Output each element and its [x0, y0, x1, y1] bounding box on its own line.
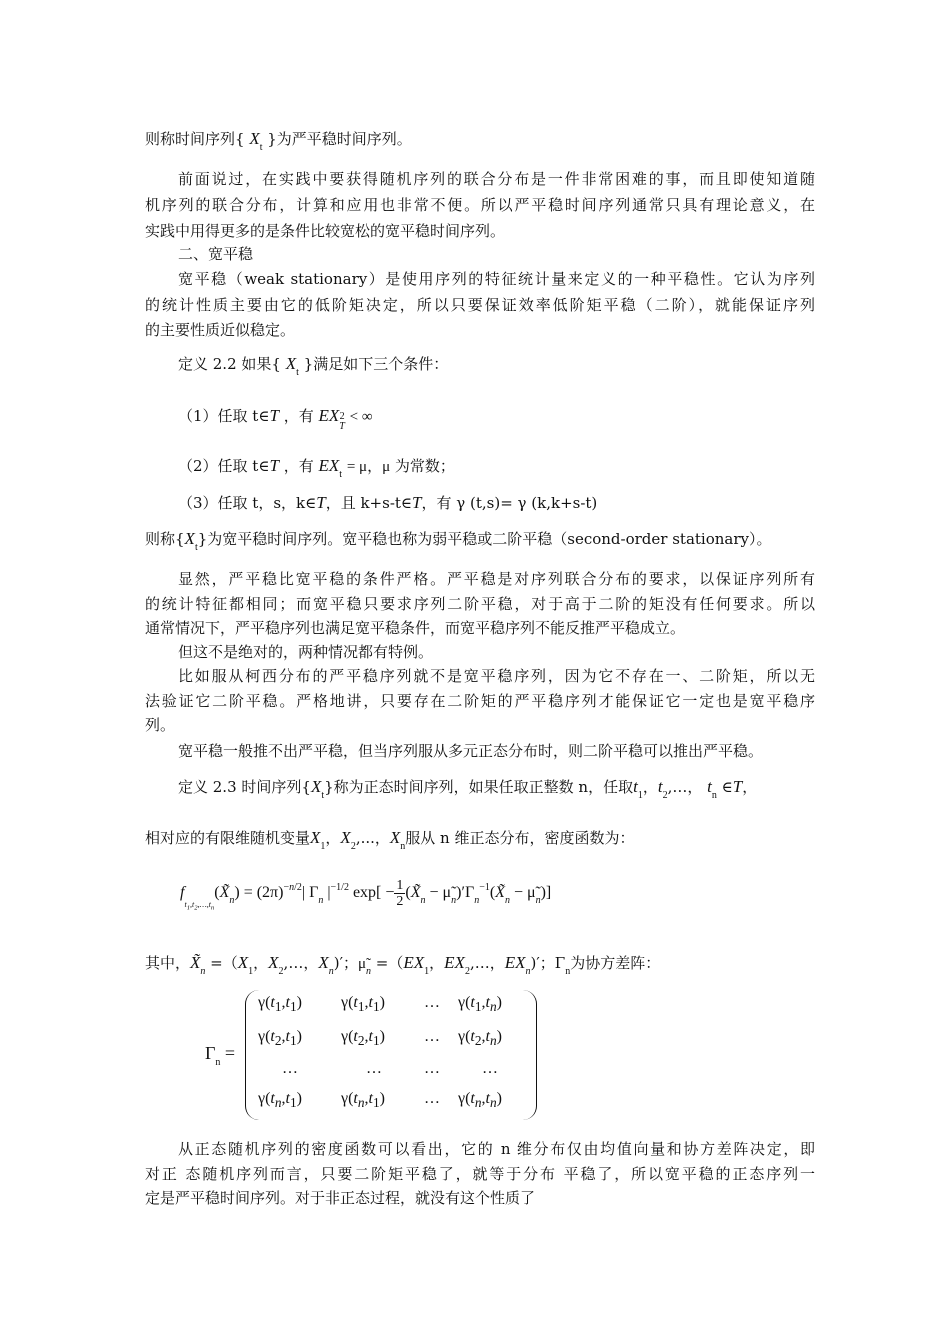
matrix-cell: …: [366, 1060, 382, 1077]
where-text: 为协方差阵：: [570, 954, 661, 972]
covariance-matrix: [245, 990, 537, 1120]
definition-2-2: 定义 2.2 如果{ $X_t$ }满足如下三个条件：: [178, 354, 449, 378]
paragraph-line: 前面说过，在实践中要获得随机序列的联合分布是一件非常困难的事，而且即使知道随: [178, 170, 815, 188]
weak-stationary-conclusion: 则称$\{X_t\}$为宽平稳时间序列。宽平稳也称为弱平稳或二阶平稳（second-order stationary）。: [145, 529, 772, 553]
matrix-cell: …: [282, 1060, 298, 1077]
where-text: 其中，: [145, 954, 191, 972]
paragraph-line: 的主要性质近似稳定。: [145, 321, 296, 339]
matrix-cell: $\gamma(t_1,t_1)$: [258, 994, 302, 1015]
paragraph-line: 显然，严平稳比宽平稳的条件严格。严平稳是对序列联合分布的要求，以保证序列所有: [178, 570, 815, 588]
conclusion-text: }为宽平稳时间序列。宽平稳也称为弱平稳或二阶平稳（second-order stationary）。: [197, 530, 772, 548]
matrix-cell: $\gamma(t_1,t_n)$: [458, 994, 502, 1015]
condition-text: ，且 k+s-t∈: [325, 494, 413, 512]
matrix-cell: …: [424, 1060, 440, 1077]
condition-text: （2）任取 t∈: [178, 457, 270, 475]
definition-2-3: 定义 2.3 时间序列$\{X_t\}$称为正态时间序列，如果任取正整数 n，任取$t_1$，$t_2,\dots$， $t_n$ ∈T，: [178, 777, 758, 801]
paragraph-line: 宽平稳（weak stationary）是使用序列的特征统计量来定义的一种平稳性。它认为序列: [178, 270, 815, 288]
paragraph-line: 实践中用得更多的是条件比较宽松的宽平稳时间序列。: [145, 222, 506, 240]
condition-text: （1）任取 t∈: [178, 407, 270, 425]
definition-text: 定义 2.3 时间序列{: [178, 778, 311, 796]
definition-text: 相对应的有限维随机变量: [145, 829, 311, 847]
condition-1: （1）任取 t∈T ，有 EX 2 T < ∞: [178, 406, 373, 432]
definition-text: 定义 2.2 如果{: [178, 355, 281, 373]
section-heading: 二、宽平稳: [178, 245, 254, 263]
condition-2: （2）任取 t∈T ，有 $EX_t = \mu$，μ 为常数；: [178, 456, 455, 480]
paragraph-line: 通常情况下，严平稳序列也满足宽平稳条件，而宽平稳序列不能反推严平稳成立。: [145, 619, 686, 637]
condition-text: （3）任取 t，s，k∈: [178, 494, 317, 512]
matrix-cell: $\gamma(t_2,t_n)$: [458, 1028, 502, 1049]
definition-text: }满足如下三个条件：: [303, 355, 449, 373]
definition-text: }称为正态时间序列，如果任取正整数 n，任取: [324, 778, 634, 796]
paragraph-line: 列。: [145, 716, 176, 734]
paragraph-line: 对正 态随机序列而言，只要二阶矩平稳了，就等于分布 平稳了，所以宽平稳的正态序列一: [145, 1165, 815, 1183]
condition-text: ，有: [283, 407, 314, 425]
where-clause: 其中，$X̃_n =(X_1$，$X_2,\dots$，$X_n)'$；$\mũ_n =(EX_1$，$EX_2,\dots$，$EX_n)'$；$\Gamma_n$为协方差阵：: [145, 953, 661, 977]
paragraph-line: 但这不是绝对的，两种情况都有特例。: [178, 643, 434, 661]
conclusion-text: 则称{: [145, 530, 185, 548]
paragraph-strict-conclusion: 则称时间序列{ $X_t$ }为严平稳时间序列。: [145, 129, 412, 153]
definition-2-3-cont: 相对应的有限维随机变量$X_1$，$X_2$,...，$X_n$服从 n 维正态分布，密度函数为：: [145, 828, 635, 852]
paragraph-line: 从正态随机序列的密度函数可以看出，它的 n 维分布仅由均值向量和协方差阵决定，即: [178, 1140, 815, 1158]
gamma-n-label: $\Gamma_n$ =: [205, 1043, 236, 1068]
paragraph-line: 机序列的联合分布，计算和应用也非常不便。所以严平稳时间序列通常只具有理论意义，在: [145, 196, 815, 214]
paragraph-line: 法验证它二阶平稳。严格地讲，只要存在二阶矩的严平稳序列才能保证它一定也是宽平稳序: [145, 692, 815, 710]
paragraph-line: 宽平稳一般推不出严平稳，但当序列服从多元正态分布时，则二阶平稳可以推出严平稳。: [178, 742, 764, 760]
matrix-cell: $\gamma(t_1,t_1)$: [341, 994, 385, 1015]
matrix-cell: $\gamma(t_n,t_1)$: [341, 1090, 385, 1111]
paragraph-line: 定是严平稳时间序列。对于非正态过程，就没有这个性质了: [145, 1189, 536, 1207]
matrix-cell: …: [424, 1028, 440, 1045]
paragraph-line: 的统计特征都相同；而宽平稳只要求序列二阶平稳，对于高于二阶的矩没有任何要求。所以: [145, 595, 815, 613]
matrix-cell: $\gamma(t_n,t_1)$: [258, 1090, 302, 1111]
matrix-cell: …: [482, 1060, 498, 1077]
matrix-cell: $\gamma(t_2,t_1)$: [258, 1028, 302, 1049]
definition-text: 服从 n 维正态分布，密度函数为：: [405, 829, 635, 847]
condition-3: （3）任取 t，s，k∈T，且 k+s-t∈T，有 γ (t,s)= γ (k,k+s-t): [178, 493, 598, 512]
condition-text: ，有 γ (t,s)= γ (k,k+s-t): [421, 494, 598, 512]
paragraph-line: 比如服从柯西分布的严平稳序列就不是宽平稳序列，因为它不存在一、二阶矩，所以无: [178, 667, 815, 685]
paragraph-line: 的统计性质主要由它的低阶矩决定，所以只要保证效率低阶矩平稳（二阶），就能保证序列: [145, 296, 815, 314]
matrix-cell: $\gamma(t_n,t_n)$: [458, 1090, 502, 1111]
matrix-cell: …: [424, 1090, 440, 1107]
condition-text: 为常数；: [394, 457, 455, 475]
matrix-cell: …: [424, 994, 440, 1011]
matrix-cell: $\gamma(t_2,t_1)$: [341, 1028, 385, 1049]
density-formula: $f_{t_1,t_2,\dots,t_n}(X̃_n) = (2\pi)^{-n/2}|$ $\Gamma_n$ $|^{-1/2}$ exp[ − $\frac{1}{2}$ ($X̃_n$ − $\mũ_n)'\Gamma_n^{-1}(X̃_n$ − $\mũ_n$)]: [180, 878, 552, 912]
condition-text: ，有: [283, 457, 314, 475]
